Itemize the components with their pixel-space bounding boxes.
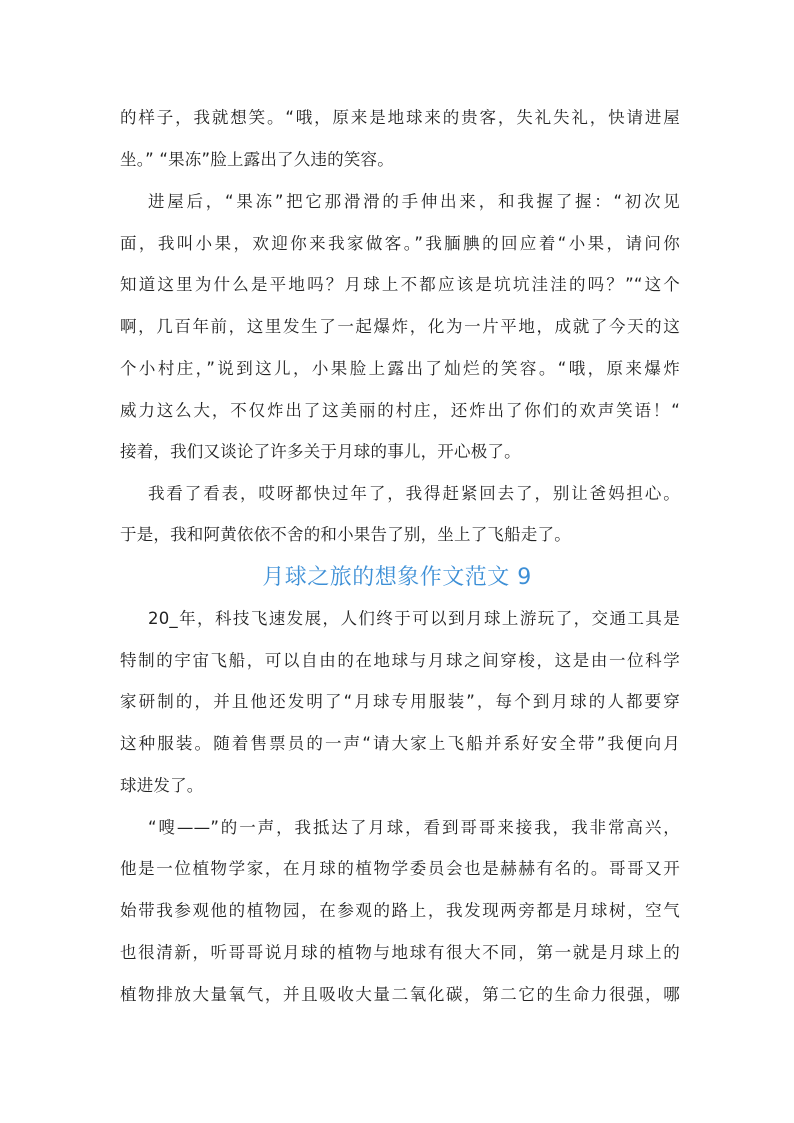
text-line: 我看了看表，哎呀都快过年了，我得赶紧回去了，别让爸妈担心。 [148, 484, 680, 503]
text-line: 个小村庄，”说到这儿，小果脸上露出了灿烂的笑容。“哦，原来爆炸 [120, 359, 680, 378]
text-line: 始带我参观他的植物园，在参观的路上，我发现两旁都是月球树，空气 [120, 901, 680, 920]
text-line: 面，我叫小果，欢迎你来我家做客。”我腼腆的回应着“小果，请问你 [120, 234, 680, 253]
text-line: 知道这里为什么是平地吗？月球上不都应该是坑坑洼洼的吗？”“这个 [120, 275, 680, 294]
text-line: 的样子，我就想笑。“哦，原来是地球来的贵客，失礼失礼，快请进屋 [120, 108, 680, 127]
text-line: 进屋后，“果冻”把它那滑滑的手伸出来，和我握了握：“初次见 [148, 192, 680, 211]
text-line: 家研制的，并且他还发明了“月球专用服装”，每个到月球的人都要穿 [120, 692, 680, 711]
section-heading: 月球之旅的想象作文范文 9 [262, 565, 532, 590]
text-line: 于是，我和阿黄依依不舍的和小果告了别，坐上了飞船走了。 [120, 525, 571, 544]
text-line: 也很清新，听哥哥说月球的植物与地球有很大不同，第一就是月球上的 [120, 943, 680, 962]
text-line: 特制的宇宙飞船，可以自由的在地球与月球之间穿梭，这是由一位科学 [120, 651, 680, 670]
text-line: 植物排放大量氧气，并且吸收大量二氧化碳，第二它的生命力很强，哪 [120, 985, 680, 1004]
text-line: 坐。” “果冻”脸上露出了久违的笑容。 [120, 150, 394, 169]
text-line: 他是一位植物学家，在月球的植物学委员会也是赫赫有名的。哥哥又开 [120, 859, 680, 878]
text-line: 这种服装。随着售票员的一声“请大家上飞船并系好安全带”我便向月 [120, 734, 680, 753]
text-line: 20_年，科技飞速发展，人们终于可以到月球上游玩了，交通工具是 [148, 609, 680, 628]
text-line: 威力这么大，不仅炸出了这美丽的村庄，还炸出了你们的欢声笑语！“ [120, 401, 680, 420]
text-line: 啊，几百年前，这里发生了一起爆炸，化为一片平地，成就了今天的这 [120, 317, 680, 336]
text-line: 接着，我们又谈论了许多关于月球的事儿，开心极了。 [120, 442, 521, 461]
text-line: 球进发了。 [120, 776, 204, 795]
text-line: “嗖——”的一声，我抵达了月球，看到哥哥来接我，我非常高兴， [148, 818, 680, 837]
